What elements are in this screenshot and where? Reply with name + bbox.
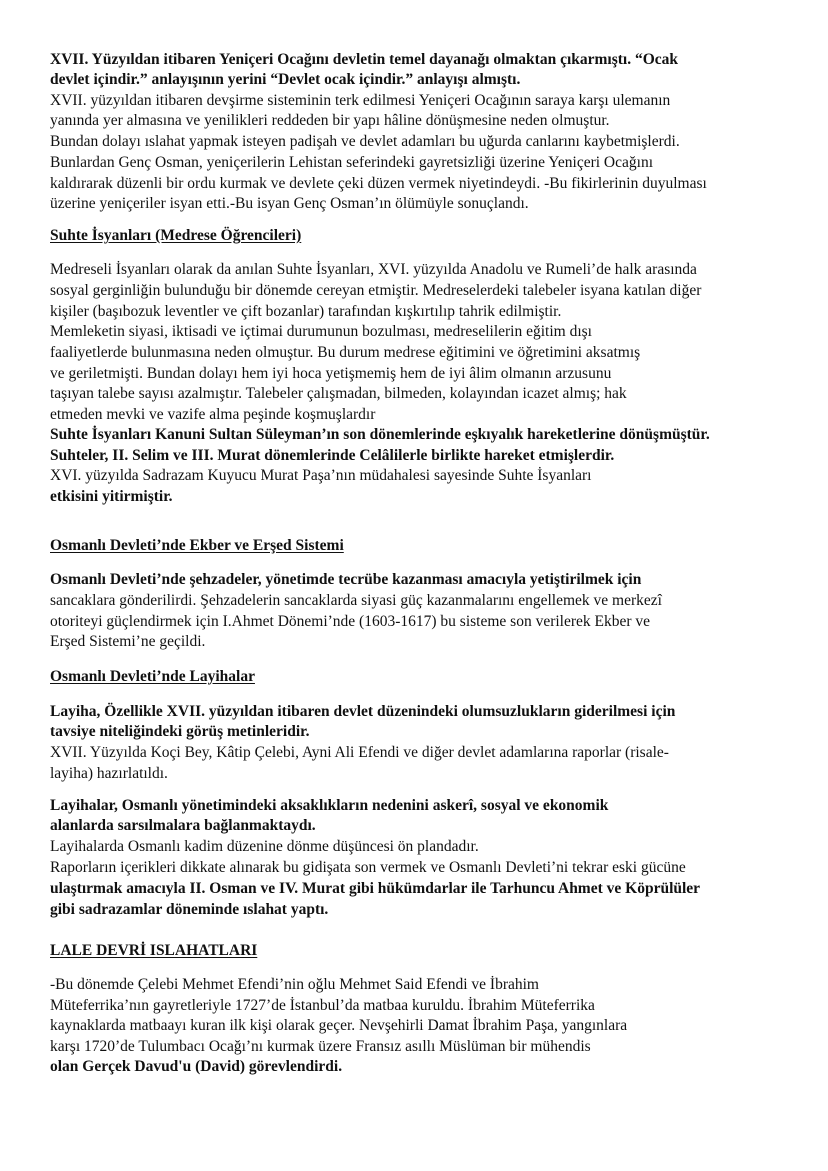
- paragraph-line: gibi sadrazamlar döneminde ıslahat yaptı.: [50, 901, 329, 918]
- paragraph-line: etmeden mevki ve vazife alma peşinde koşmuşlardır: [50, 406, 376, 423]
- paragraph-line: sosyal gerginliğin bulunduğu bir dönemde cereyan etmiştir. Medreselerdeki talebeler isyana katılan diğer: [50, 282, 702, 299]
- paragraph-line: ve geriletmişti. Bundan dolayı hem iyi hoca yetişmemiş hem de iyi âlim olmanın arzusunu: [50, 365, 612, 382]
- paragraph-line: kişiler (başıbozuk leventler ve çift bozanlar) tarafından kışkırtılıp tahrik edilmiştir.: [50, 303, 562, 320]
- paragraph-line: etkisini yitirmiştir.: [50, 488, 173, 505]
- paragraph-line: Bundan dolayı ıslahat yapmak isteyen padişah ve devlet adamları bu uğurda canlarını kaybetmişlerdi.: [50, 133, 680, 150]
- section-heading: Suhte İsyanları (Medrese Öğrencileri): [50, 227, 302, 244]
- paragraph-line: Memleketin siyasi, iktisadi ve içtimai durumunun bozulması, medreselilerin eğitim dışı: [50, 323, 592, 340]
- section-heading: LALE DEVRİ ISLAHATLARI: [50, 942, 258, 959]
- paragraph-line: XVII. yüzyıldan itibaren devşirme sisteminin terk edilmesi Yeniçeri Ocağının saraya karşı ulemanın: [50, 92, 671, 109]
- paragraph-line: sancaklara gönderilirdi. Şehzadelerin sancaklarda siyasi güç kazanmalarını engellemek ve merkezî: [50, 592, 662, 609]
- paragraph-line: XVI. yüzyılda Sadrazam Kuyucu Murat Paşa’nın müdahalesi sayesinde Suhte İsyanları: [50, 467, 592, 484]
- section-heading: Osmanlı Devleti’nde Layihalar: [50, 668, 255, 685]
- paragraph-line: Layihalar, Osmanlı yönetimindeki aksaklıkların nedenini askerî, sosyal ve ekonomik: [50, 797, 609, 814]
- paragraph-line: üzerine yeniçeriler isyan etti.-Bu isyan Genç Osman’ın ölümüyle sonuçlandı.: [50, 195, 529, 212]
- paragraph-line: alanlarda sarsılmalara bağlanmaktaydı.: [50, 817, 316, 834]
- paragraph-line: taşıyan talebe sayısı azalmıştır. Talebeler çalışmadan, bilmeden, kolayından icazet almış; hak: [50, 385, 627, 402]
- paragraph-line: kaynaklarda matbaayı kuran ilk kişi olarak geçer. Nevşehirli Damat İbrahim Paşa, yangınlara: [50, 1017, 628, 1034]
- paragraph-line: Suhte İsyanları Kanuni Sultan Süleyman’ın son dönemlerinde eşkıyalık hareketlerine dönüşmüştür.: [50, 426, 710, 443]
- paragraph-line: olan Gerçek Davud'u (David) görevlendirdi.: [50, 1058, 343, 1075]
- paragraph-line: ulaştırmak amacıyla II. Osman ve IV. Murat gibi hükümdarlar ile Tarhuncu Ahmet ve Köprülüler: [50, 880, 701, 897]
- paragraph-line: Suhteler, II. Selim ve III. Murat dönemlerinde Celâlilerle birlikte hareket etmişlerdir.: [50, 447, 615, 464]
- paragraph-line: Raporların içerikleri dikkate alınarak bu gidişata son vermek ve Osmanlı Devleti’ni tekrar eski gücüne: [50, 859, 686, 876]
- paragraph-line: otoriteyi güçlendirmek için I.Ahmet Dönemi’nde (1603-1617) bu sisteme son verilerek Ekber ve: [50, 613, 651, 630]
- paragraph-line: XVII. Yüzyıldan itibaren Yeniçeri Ocağını devletin temel dayanağı olmaktan çıkarmıştı. “Ocak: [50, 51, 679, 68]
- paragraph-line: kaldırarak düzenli bir ordu kurmak ve devlete çeki düzen vermek niyetindeydi. -Bu fikirlerinin duyulması: [50, 175, 707, 192]
- paragraph-line: tavsiye niteliğindeki görüş metinleridir.: [50, 723, 310, 740]
- paragraph-line: Layiha, Özellikle XVII. yüzyıldan itibaren devlet düzenindeki olumsuzlukların giderilmesi için: [50, 703, 676, 720]
- paragraph-line: Erşed Sistemi’ne geçildi.: [50, 633, 206, 650]
- paragraph-line: XVII. Yüzyılda Koçi Bey, Kâtip Çelebi, Ayni Ali Efendi ve diğer devlet adamlarına raporlar (risale-: [50, 744, 669, 761]
- paragraph-line: layiha) hazırlatıldı.: [50, 765, 168, 782]
- paragraph-line: faaliyetlerde bulunmasına neden olmuştur. Bu durum medrese eğitimini ve öğretimini aksatmış: [50, 344, 641, 361]
- paragraph-line: -Bu dönemde Çelebi Mehmet Efendi’nin oğlu Mehmet Said Efendi ve İbrahim: [50, 976, 539, 993]
- section-heading: Osmanlı Devleti’nde Ekber ve Erşed Sistemi: [50, 537, 344, 554]
- paragraph-line: Osmanlı Devleti’nde şehzadeler, yönetimde tecrübe kazanması amacıyla yetiştirilmek için: [50, 571, 642, 588]
- paragraph-line: Müteferrika’nın gayretleriyle 1727’de İstanbul’da matbaa kuruldu. İbrahim Müteferrika: [50, 997, 595, 1014]
- paragraph-line: Bunlardan Genç Osman, yeniçerilerin Lehistan seferindeki gayretsizliği üzerine Yeniçeri Ocağını: [50, 154, 653, 171]
- paragraph-line: yanında yer almasına ve yenilikleri reddeden bir yapı hâline dönüşmesine neden olmuştur.: [50, 112, 610, 129]
- paragraph-line: karşı 1720’de Tulumbacı Ocağı’nı kurmak üzere Fransız asıllı Müslüman bir mühendis: [50, 1038, 591, 1055]
- paragraph-line: devlet içindir.” anlayışının yerini “Devlet ocak içindir.” anlayışı almıştı.: [50, 71, 521, 88]
- paragraph-line: Layihalarda Osmanlı kadim düzenine dönme düşüncesi ön plandadır.: [50, 838, 479, 855]
- paragraph-line: Medreseli İsyanları olarak da anılan Suhte İsyanları, XVI. yüzyılda Anadolu ve Rumeli’de halk arasında: [50, 261, 697, 278]
